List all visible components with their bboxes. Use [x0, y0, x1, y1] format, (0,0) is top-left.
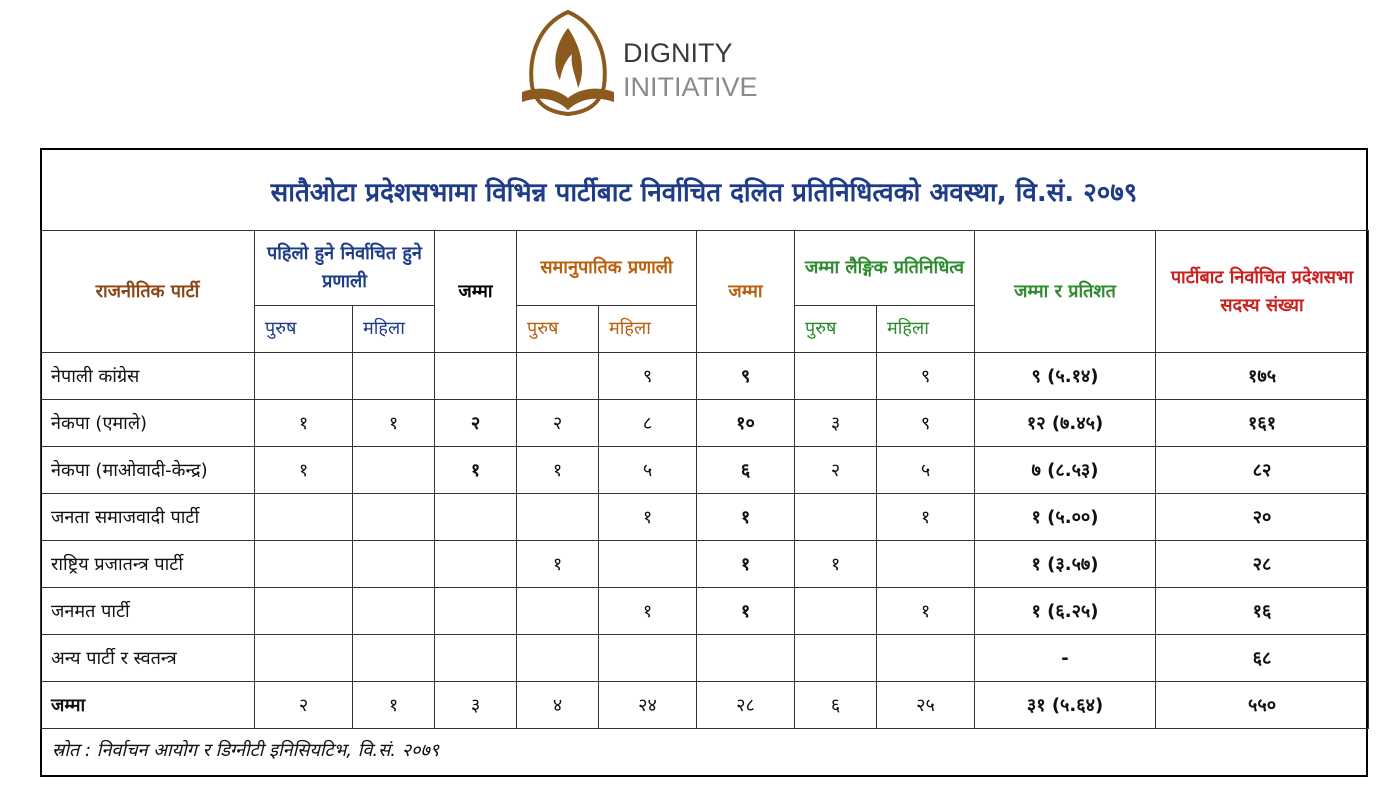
total-percent: १ (३.५७) — [975, 541, 1156, 588]
representation-table — [40, 230, 1369, 729]
table-row-total — [41, 682, 1369, 729]
total-percent: १ (५.००) — [975, 494, 1156, 541]
pr-female: १ — [599, 494, 697, 541]
gender-female: २५ — [877, 682, 975, 729]
flame-book-icon — [518, 6, 618, 124]
table-row — [41, 447, 1369, 494]
header-pr-male: पुरुष — [517, 306, 599, 353]
table-row — [41, 588, 1369, 635]
gender-male: ३ — [795, 400, 877, 447]
pr-total: २८ — [697, 682, 795, 729]
header-gender-male: पुरुष — [795, 306, 877, 353]
fptp-female: १ — [353, 400, 435, 447]
pr-male: १ — [517, 447, 599, 494]
fptp-female: १ — [353, 682, 435, 729]
fptp-male — [255, 588, 353, 635]
pr-total: ६ — [697, 447, 795, 494]
pr-female: ५ — [599, 447, 697, 494]
total-percent: ९ (५.१४) — [975, 353, 1156, 400]
fptp-female — [353, 635, 435, 682]
total-percent: १२ (७.४५) — [975, 400, 1156, 447]
total-percent: १ (६.२५) — [975, 588, 1156, 635]
party-name: जम्मा — [41, 682, 255, 729]
pr-female: ९ — [599, 353, 697, 400]
gender-female — [877, 541, 975, 588]
pr-total: १ — [697, 494, 795, 541]
fptp-total: १ — [435, 447, 517, 494]
total-percent: - — [975, 635, 1156, 682]
gender-male — [795, 635, 877, 682]
header-total-percent: जम्मा र प्रतिशत — [975, 231, 1156, 353]
pr-total: १ — [697, 541, 795, 588]
header-pr: समानुपातिक प्रणाली — [517, 231, 697, 306]
gender-male: १ — [795, 541, 877, 588]
pr-male: ४ — [517, 682, 599, 729]
members-count: २८ — [1156, 541, 1369, 588]
pr-male: २ — [517, 400, 599, 447]
fptp-male — [255, 635, 353, 682]
total-percent: ७ (८.५३) — [975, 447, 1156, 494]
fptp-female — [353, 541, 435, 588]
fptp-total — [435, 541, 517, 588]
header-total-pr: जम्मा — [697, 231, 795, 353]
dignity-initiative-logo — [518, 6, 758, 124]
members-count: १७५ — [1156, 353, 1369, 400]
source-note: स्रोत : निर्वाचन आयोग र डिग्नीटी इनिसियटिभ, वि.सं. २०७९ — [52, 740, 440, 761]
logo-line2: INITIATIVE — [623, 72, 758, 102]
fptp-total — [435, 494, 517, 541]
fptp-female — [353, 447, 435, 494]
gender-male: ६ — [795, 682, 877, 729]
members-count: ५५० — [1156, 682, 1369, 729]
table-row — [41, 541, 1369, 588]
header-total-fptp: जम्मा — [435, 231, 517, 353]
fptp-total — [435, 635, 517, 682]
fptp-female — [353, 494, 435, 541]
fptp-male — [255, 541, 353, 588]
pr-female — [599, 635, 697, 682]
fptp-total — [435, 353, 517, 400]
gender-female: १ — [877, 494, 975, 541]
header-fptp-female: महिला — [353, 306, 435, 353]
gender-female: ५ — [877, 447, 975, 494]
header-gender-female: महिला — [877, 306, 975, 353]
header-pr-female: महिला — [599, 306, 697, 353]
fptp-male — [255, 494, 353, 541]
members-count: २० — [1156, 494, 1369, 541]
page-title: सातैओटा प्रदेशसभामा विभिन्न पार्टीबाट निर्वाचित दलित प्रतिनिधित्वको अवस्था, वि.सं. २०७९ — [270, 178, 1138, 208]
members-count: १६१ — [1156, 400, 1369, 447]
fptp-total: ३ — [435, 682, 517, 729]
members-count: ८२ — [1156, 447, 1369, 494]
gender-female: ९ — [877, 400, 975, 447]
fptp-female — [353, 353, 435, 400]
pr-total: १० — [697, 400, 795, 447]
pr-male — [517, 635, 599, 682]
gender-male — [795, 588, 877, 635]
fptp-total: २ — [435, 400, 517, 447]
header-gender: जम्मा लैङ्गिक प्रतिनिधित्व — [795, 231, 975, 306]
pr-total — [697, 635, 795, 682]
pr-male — [517, 353, 599, 400]
total-percent: ३१ (५.६४) — [975, 682, 1156, 729]
party-name: जनता समाजवादी पार्टी — [41, 494, 255, 541]
header-fptp-male: पुरुष — [255, 306, 353, 353]
pr-total: ९ — [697, 353, 795, 400]
header-members: पार्टीबाट निर्वाचित प्रदेशसभा सदस्य संख्या — [1156, 231, 1369, 353]
table-row — [41, 635, 1369, 682]
gender-male — [795, 353, 877, 400]
gender-male — [795, 494, 877, 541]
table-row — [41, 353, 1369, 400]
party-name: नेकपा (माओवादी-केन्द्र) — [41, 447, 255, 494]
fptp-male: १ — [255, 447, 353, 494]
header-fptp: पहिलो हुने निर्वाचित हुने प्रणाली — [255, 231, 435, 306]
party-name: नेकपा (एमाले) — [41, 400, 255, 447]
party-name: नेपाली कांग्रेस — [41, 353, 255, 400]
pr-female — [599, 541, 697, 588]
members-count: १६ — [1156, 588, 1369, 635]
fptp-female — [353, 588, 435, 635]
pr-male — [517, 494, 599, 541]
party-name: जनमत पार्टी — [41, 588, 255, 635]
fptp-total — [435, 588, 517, 635]
header-party: राजनीतिक पार्टी — [41, 231, 255, 353]
members-count: ६८ — [1156, 635, 1369, 682]
logo-line1: DIGNITY — [623, 38, 733, 68]
party-name: अन्य पार्टी र स्वतन्त्र — [41, 635, 255, 682]
pr-male — [517, 588, 599, 635]
fptp-male: १ — [255, 400, 353, 447]
fptp-male: २ — [255, 682, 353, 729]
party-name: राष्ट्रिय प्रजातन्त्र पार्टी — [41, 541, 255, 588]
pr-female: १ — [599, 588, 697, 635]
pr-female: २४ — [599, 682, 697, 729]
gender-female — [877, 635, 975, 682]
table-row — [41, 494, 1369, 541]
gender-female: ९ — [877, 353, 975, 400]
fptp-male — [255, 353, 353, 400]
gender-male: २ — [795, 447, 877, 494]
pr-total: १ — [697, 588, 795, 635]
table-row — [41, 400, 1369, 447]
pr-female: ८ — [599, 400, 697, 447]
gender-female: १ — [877, 588, 975, 635]
pr-male: १ — [517, 541, 599, 588]
